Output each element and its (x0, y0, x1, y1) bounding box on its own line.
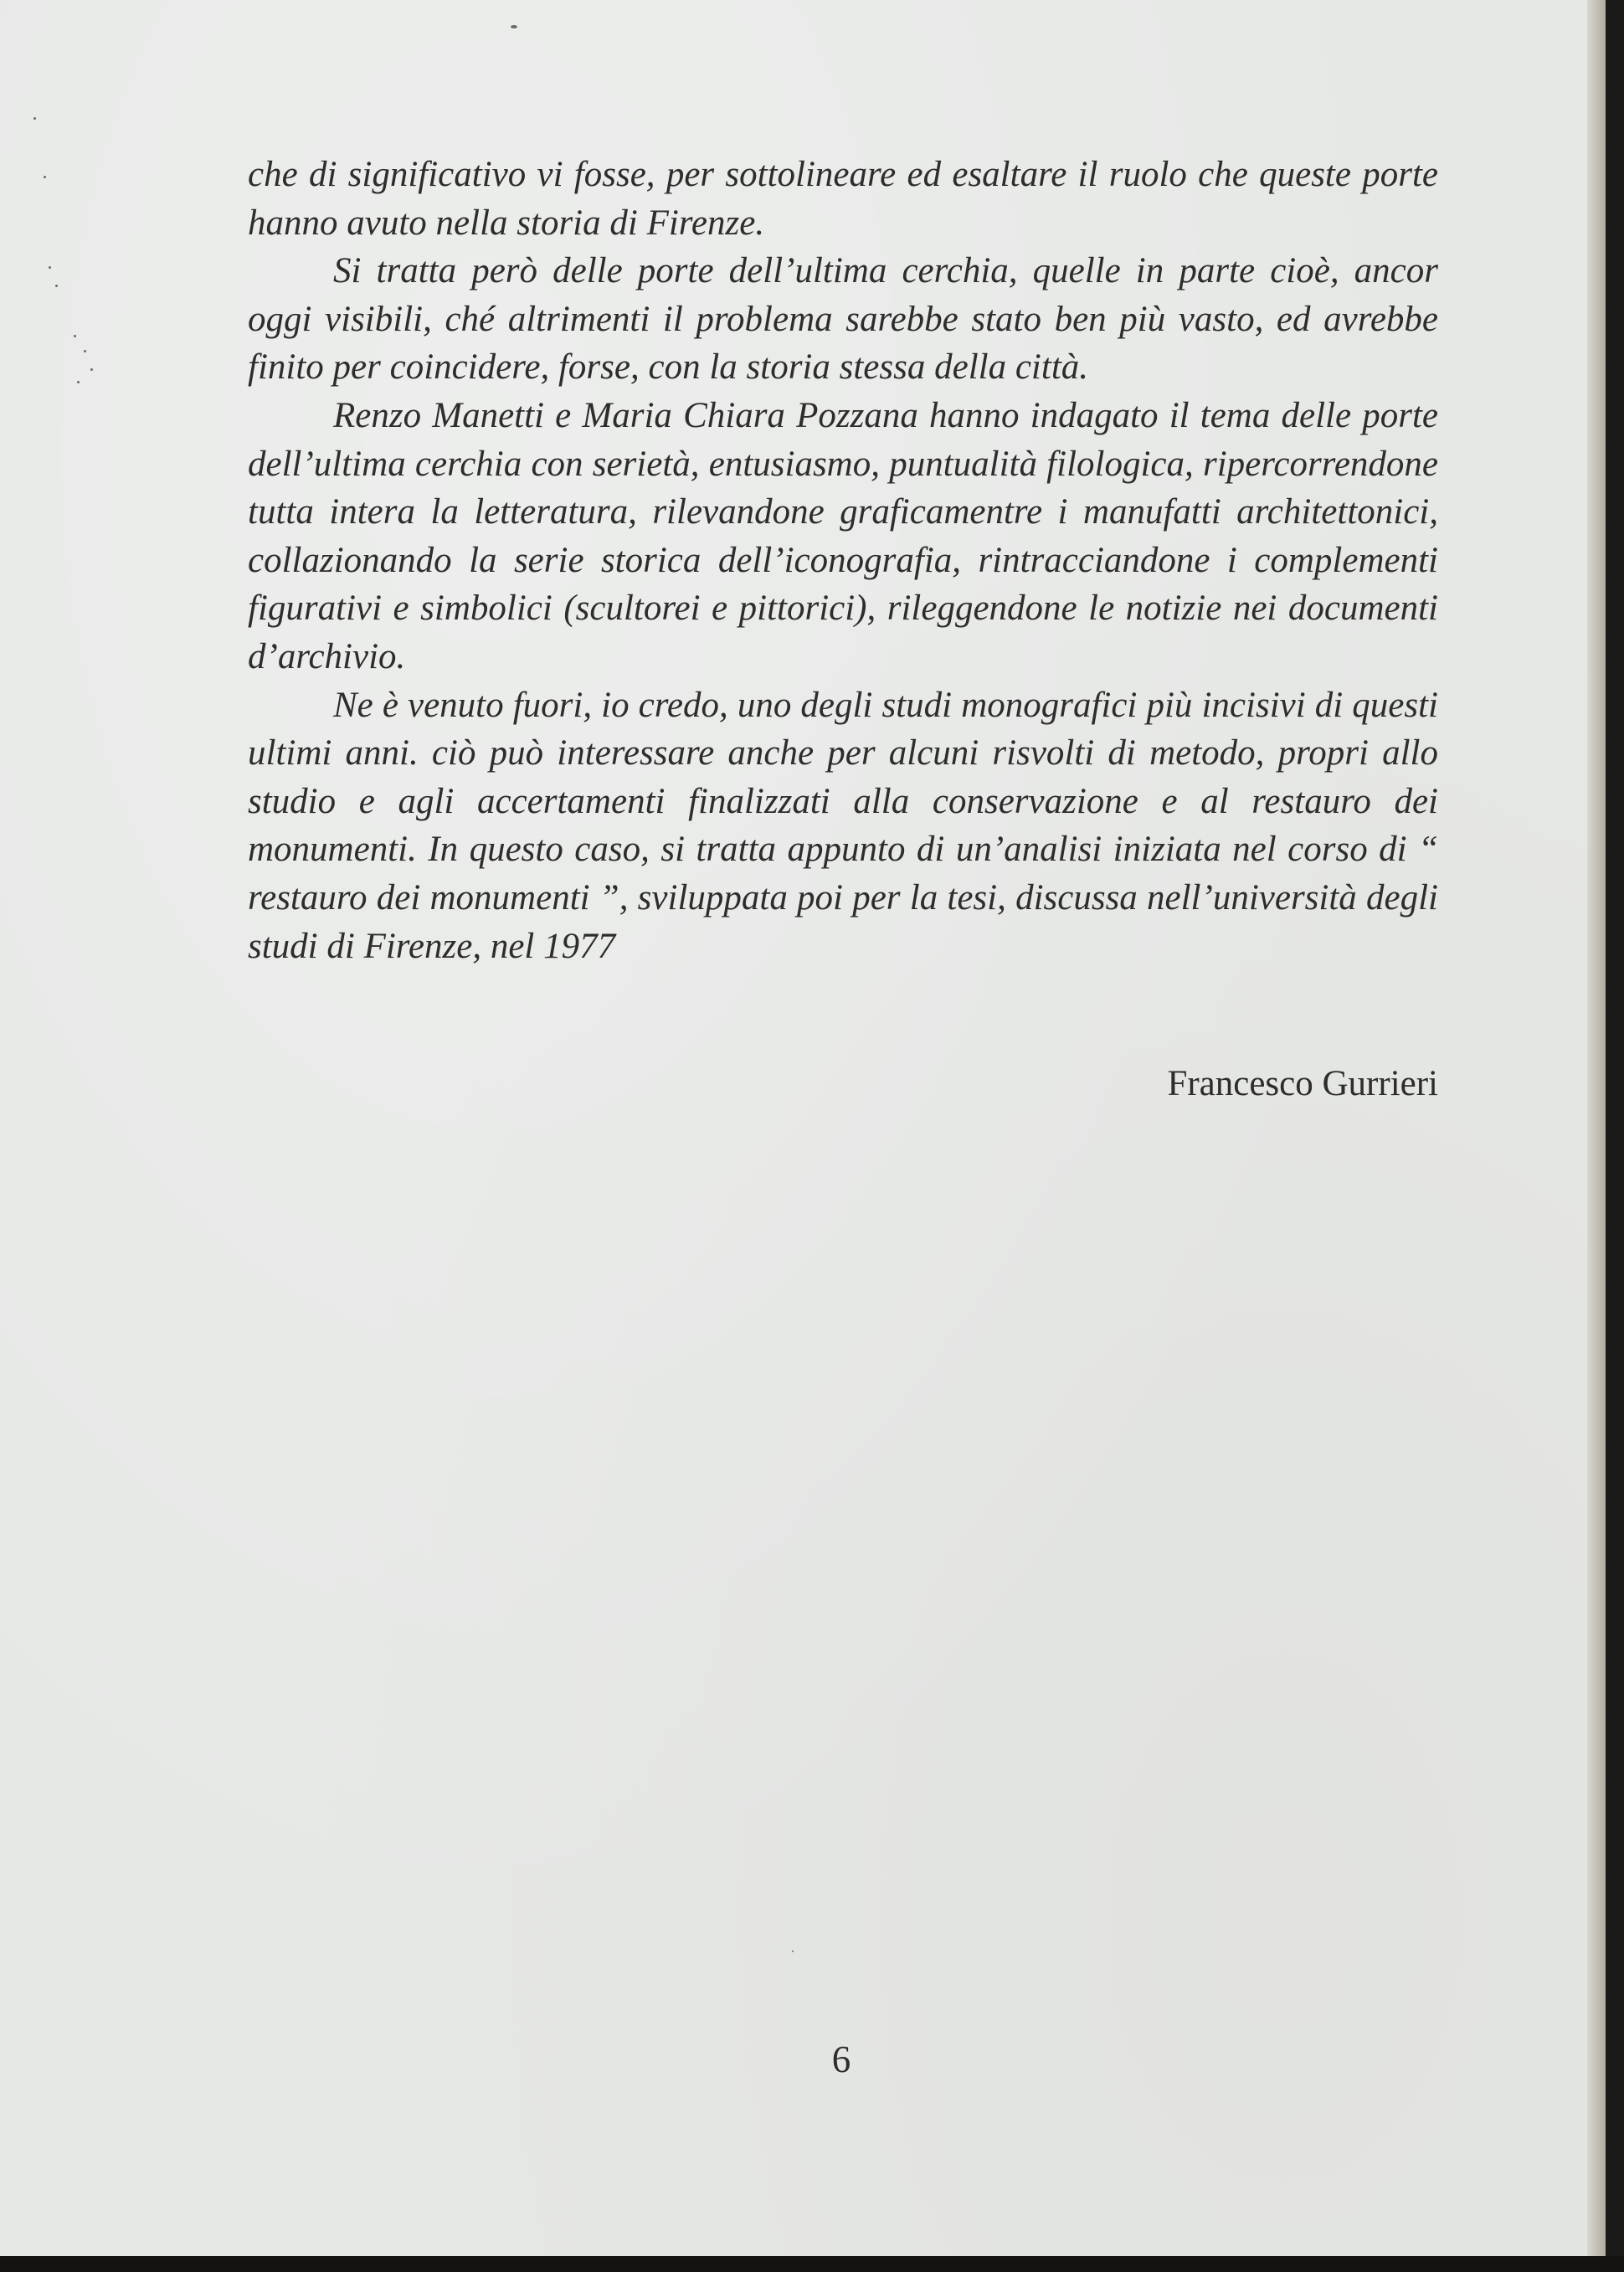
paragraph-3: Renzo Manetti e Maria Chiara Pozzana hanno indagato il tema delle porte dell’ultima cerchia con serietà, entusiasmo, puntualità filologica, ripercorrendone tutta intera la letteratura, rilevandone graficamentre i manufatti architettonici, collazionando la serie storica dell’iconografia, rintracciandone i complementi figurativi e simbolici (scultorei e pittorici), rileggendone le notizie nei documenti d’archivio. (248, 395, 1438, 676)
scan-speck (77, 381, 80, 383)
scan-speck (792, 1951, 794, 1952)
scan-speck (90, 368, 93, 371)
scan-bottom-edge (0, 2256, 1624, 2272)
paragraph-1: che di significativo vi fosse, per sottolineare ed esaltare il ruolo che queste porte hanno avuto nella storia di Firenze. (248, 155, 1438, 243)
page-number: 6 (831, 2038, 851, 2080)
scan-speck (74, 335, 76, 337)
page-right-edge (1587, 0, 1606, 2256)
paragraph-2: Si tratta però delle porte dell’ultima cerchia, quelle in parte cioè, ancor oggi visibili, ché altrimenti il problema sarebbe stato ben più vasto, ed avrebbe finito per coincidere, forse, con la storia stessa della città. (248, 251, 1438, 388)
body-text (248, 151, 1438, 970)
scan-speck (55, 285, 58, 287)
scan-speck (49, 266, 51, 269)
scan-speck (44, 176, 46, 178)
scan-speck (511, 25, 517, 28)
paragraph-4: Ne è venuto fuori, io credo, uno degli studi monografici più incisivi di questi ultimi anni. ciò può interessare anche per alcuni risvolti di metodo, propri allo studio e agli accertamenti finalizzati alla conservazione e al restauro dei monumenti. In questo caso, si tratta appunto di un’analisi iniziata nel corso di “ restauro dei monumenti ”, sviluppata poi per la tesi, discussa nell’università degli studi di Firenze, nel 1977 (248, 685, 1438, 966)
author-signature: Francesco Gurrieri (1167, 1064, 1438, 1103)
scan-speck (84, 350, 86, 352)
scan-speck (33, 117, 36, 120)
